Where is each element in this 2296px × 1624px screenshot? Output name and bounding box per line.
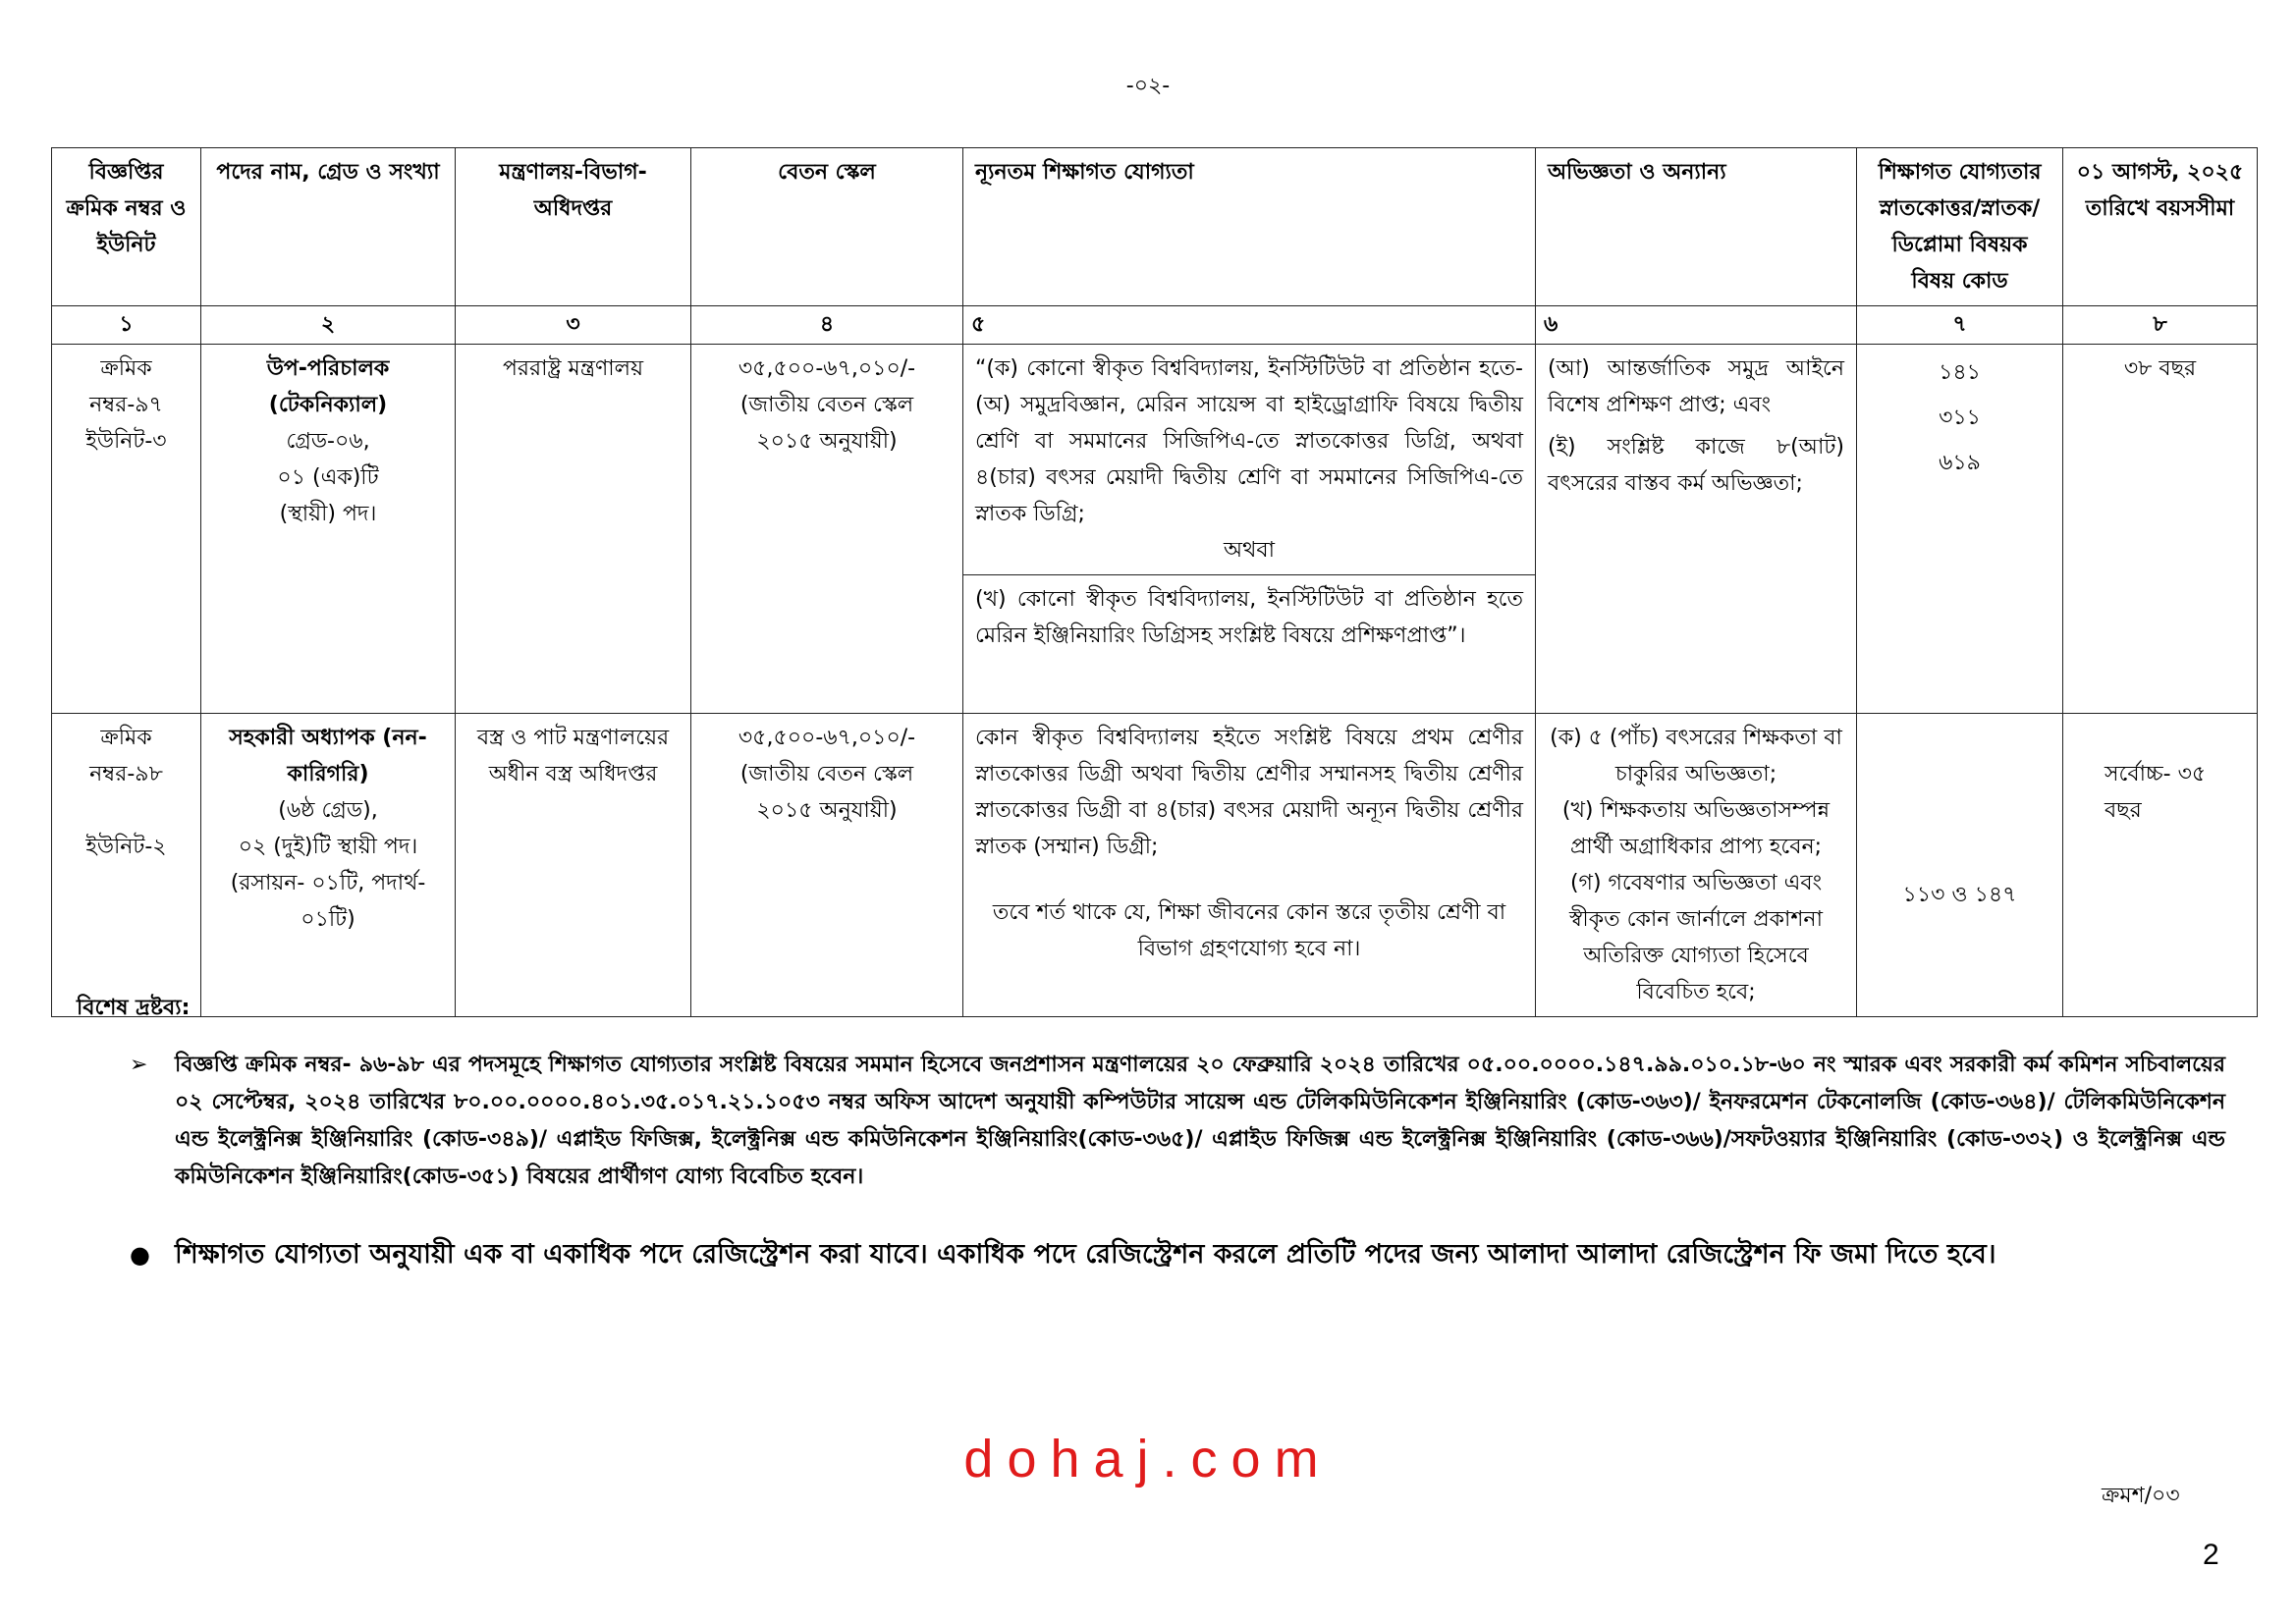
post-cell [201,345,456,714]
table-row [52,714,2258,1017]
post-detail-line: ০২ (দুই)টি স্থায়ী পদ। [238,835,418,859]
note-item [130,1235,2225,1274]
table-row [52,345,2258,714]
col-number: ২ [201,306,456,345]
post-title: উপ-পরিচালক (টেকনিক্যাল) [266,356,390,417]
col-header-age-limit: ০১ আগস্ট, ২০২৫ তারিখে বয়সসীমা [2063,148,2258,306]
education-note: তবে শর্ত থাকে যে, শিক্ষা জীবনের কোন স্তরে তৃতীয় শ্রেণী বা বিভাগ গ্রহণযোগ্য হবে না। [992,900,1506,961]
column-number-row [52,306,2258,345]
subject-code-cell [1857,714,2063,1017]
serial-cell [52,345,201,714]
education-cell [963,345,1536,714]
page-number: 2 [2203,1539,2219,1571]
serial-line [64,792,189,829]
experience-item: (আ) আন্তর্জাতিক সমুদ্র আইনে বিশেষ প্রশিক্ষণ প্রাপ্ত; এবং [1548,356,1844,417]
post-detail-line: গ্রেড-০৬, [286,429,370,454]
pay-scale-line: ২০১৫ অনুযায়ী) [756,429,898,454]
post-title: সহকারী অধ্যাপক (নন-কারিগরি) [229,726,427,786]
post-detail-line: (রসায়ন- ০১টি, পদার্থ- [230,871,426,895]
vacancy-table [51,147,2258,1017]
pay-scale-line: (জাতীয় বেতন স্কেল [739,393,914,417]
age-limit-cell: ৩৮ বছর [2063,345,2258,714]
post-detail-line: (৬ষ্ঠ গ্রেড), [278,798,378,823]
pay-scale-line: ২০১৫ অনুযায়ী) [756,798,898,823]
col-header-serial: বিজ্ঞপ্তির ক্রমিক নম্বর ও ইউনিট [52,148,201,306]
experience-item: (ক) ৫ (পাঁচ) বৎসরের শিক্ষকতা বা চাকুরির অভিজ্ঞতা; [1550,726,1842,786]
education-or: অথবা [1224,538,1275,563]
experience-item: (গ) গবেষণার অভিজ্ঞতা এবং স্বীকৃত কোন জার্নালে প্রকাশনা অতিরিক্ত যোগ্যতা হিসেবে বিবেচিত হবে; [1569,871,1823,1004]
experience-item: (খ) শিক্ষকতায় অভিজ্ঞতাসম্পন্ন প্রার্থী অগ্রাধিকার প্রাপ্য হবেন; [1561,798,1831,859]
subject-code: ১৪১ [1939,360,1981,385]
post-detail-line: (স্থায়ী) পদ। [279,502,377,526]
col-number: ৭ [1857,306,2063,345]
pay-scale-line: ৩৫,৫০০-৬৭,০১০/- [738,726,916,750]
education-cell [963,714,1536,1017]
col-header-ministry: মন্ত্রণালয়-বিভাগ-অধিদপ্তর [456,148,691,306]
watermark: dohaj.com [963,1430,1333,1489]
col-header-post: পদের নাম, গ্রেড ও সংখ্যা [201,148,456,306]
dot-bullet-icon: ● [130,1241,150,1269]
serial-line: ক্রমিক [100,726,152,750]
page-marker: -০২- [1125,74,1171,98]
serial-line: ইউনিট-২ [85,835,167,859]
serial-line: নম্বর-৯৮ [89,762,163,786]
subject-code: ১১৩ ও ১৪৭ [1902,882,2017,907]
continued-label: ক্রমশ/০৩ [2102,1484,2180,1508]
age-limit: সর্বোচ্চ- ৩৫ বছর [2105,762,2207,823]
note-text: শিক্ষাগত যোগ্যতা অনুযায়ী এক বা একাধিক পদে রেজিস্ট্রেশন করা যাবে। একাধিক পদে রেজিস্ট্রেশন করলে প্রতিটি পদের জন্য আলাদা আলাদা রেজিস্ট্রেশন ফি জমা দিতে হবে। [175,1239,1996,1270]
pay-scale-cell [691,345,963,714]
col-header-pay-scale: বেতন স্কেল [691,148,963,306]
arrow-bullet-icon: ➢ [130,1053,148,1077]
note-text: বিজ্ঞপ্তি ক্রমিক নম্বর- ৯৬-৯৮ এর পদসমূহে শিক্ষাগত যোগ্যতার সংশ্লিষ্ট বিষয়ের সমমান হিসেবে জনপ্রশাসন মন্ত্রণালয়ের ২০ ফেব্রুয়ারি ২০২৪ তারিখের ০৫.০০.০০০০.১৪৭.৯৯.০১০.১৮-৬০ নং স্মারক এবং সরকারী কর্ম কমিশন সচিবালয়ের ০২ সেপ্টেম্বর, ২০২৪ তারিখের ৮০.০০.০০০০.৪০১.৩৫.০১৭.২১.১০৫৩ নম্বর অফিস আদেশ অনুযায়ী কম্পিউটার সায়েন্স এন্ড টেলিকমিউনিকেশন ইঞ্জিনিয়ারিং (কোড-৩৬৩)/ ইনফরমেশন টেকনোলজি (কোড-৩৬৪)/ টেলিকমিউনিকেশন এন্ড ইলেক্ট্রনিক্স ইঞ্জিনিয়ারিং (কোড-৩৪৯)/ এপ্লাইড ফিজিক্স, ইলেক্ট্রনিক্স এন্ড কমিউনিকেশন ইঞ্জিনিয়ারিং(কোড-৩৬৫)/ এপ্লাইড ফিজিক্স এন্ড ইলেক্ট্রনিক্স ইঞ্জিনিয়ারিং (কোড-৩৬৬)/সফটওয়্যার ইঞ্জিনিয়ারিং (কোড-৩৩২) ও ইলেক্ট্রনিক্স এন্ড কমিউনিকেশন ইঞ্জিনিয়ারিং(কোড-৩৫১) বিষয়ের প্রার্থীগণ যোগ্য বিবেচিত হবেন। [175,1053,2225,1189]
experience-cell [1536,345,1857,714]
notes-title: বিশেষ দ্রষ্টব্য: [77,996,191,1020]
col-number: ৫ [963,306,1536,345]
col-header-education: ন্যূনতম শিক্ষাগত যোগ্যতা [963,148,1536,306]
post-detail-line: ০১ (এক)টি [277,465,379,490]
ministry-cell: বস্ত্র ও পাট মন্ত্রণালয়ের অধীন বস্ত্র অধিদপ্তর [456,714,691,1017]
education-option-a: “(ক) কোনো স্বীকৃত বিশ্ববিদ্যালয়, ইনস্টিটিউট বা প্রতিষ্ঠান হতে- (অ) সমুদ্রবিজ্ঞান, মেরিন সায়েন্স বা হাইড্রোগ্রাফি বিষয়ে দ্বিতীয় শ্রেণি বা সমমানের সিজিপিএ-তে স্নাতকোত্তর ডিগ্রি, অথবা ৪(চার) বৎসর মেয়াদী দ্বিতীয় শ্রেণি বা সমমানের সিজিপিএ-তে স্নাতক ডিগ্রি; [975,356,1523,526]
serial-line: ইউনিট-৩ [85,429,167,454]
subject-code: ৩১১ [1939,406,1981,430]
header-row [52,148,2258,306]
age-limit-cell [2063,714,2258,1017]
subject-code: ৬১৯ [1939,451,1981,475]
note-item [130,1047,2225,1196]
col-header-experience: অভিজ্ঞতা ও অন্যান্য [1536,148,1857,306]
education-option-b: (খ) কোনো স্বীকৃত বিশ্ববিদ্যালয়, ইনস্টিটিউট বা প্রতিষ্ঠান হতে মেরিন ইঞ্জিনিয়ারিং ডিগ্রিসহ সংশ্লিষ্ট বিষয়ে প্রশিক্ষণপ্রাপ্ত”। [975,587,1523,648]
experience-item: (ই) সংশ্লিষ্ট কাজে ৮(আট) বৎসরের বাস্তব কর্ম অভিজ্ঞতা; [1548,435,1844,496]
serial-line: নম্বর-৯৭ [89,393,163,417]
col-number: ৮ [2063,306,2258,345]
pay-scale-cell [691,714,963,1017]
pay-scale-line: (জাতীয় বেতন স্কেল [739,762,914,786]
subject-code-cell [1857,345,2063,714]
pay-scale-line: ৩৫,৫০০-৬৭,০১০/- [738,356,916,381]
serial-line: ক্রমিক [100,356,152,381]
col-header-subject-code: শিক্ষাগত যোগ্যতার স্নাতকোত্তর/স্নাতক/ ডিপ্লোমা বিষয়ক বিষয় কোড [1857,148,2063,306]
col-number: ১ [52,306,201,345]
col-number: ৩ [456,306,691,345]
post-cell [201,714,456,1017]
ministry-cell: পররাষ্ট্র মন্ত্রণালয় [456,345,691,714]
col-number: ৪ [691,306,963,345]
serial-cell [52,714,201,1017]
post-detail-line: ০১টি) [301,907,355,932]
col-number: ৬ [1536,306,1857,345]
experience-cell [1536,714,1857,1017]
education-main: কোন স্বীকৃত বিশ্ববিদ্যালয় হইতে সংশ্লিষ্ট বিষয়ে প্রথম শ্রেণীর স্নাতকোত্তর ডিগ্রী অথবা দ্বিতীয় শ্রেণীর সম্মানসহ দ্বিতীয় শ্রেণীর স্নাতকোত্তর ডিগ্রী বা ৪(চার) বৎসর মেয়াদী অন্যূন দ্বিতীয় শ্রেণীর স্নাতক (সম্মান) ডিগ্রী; [975,726,1523,859]
